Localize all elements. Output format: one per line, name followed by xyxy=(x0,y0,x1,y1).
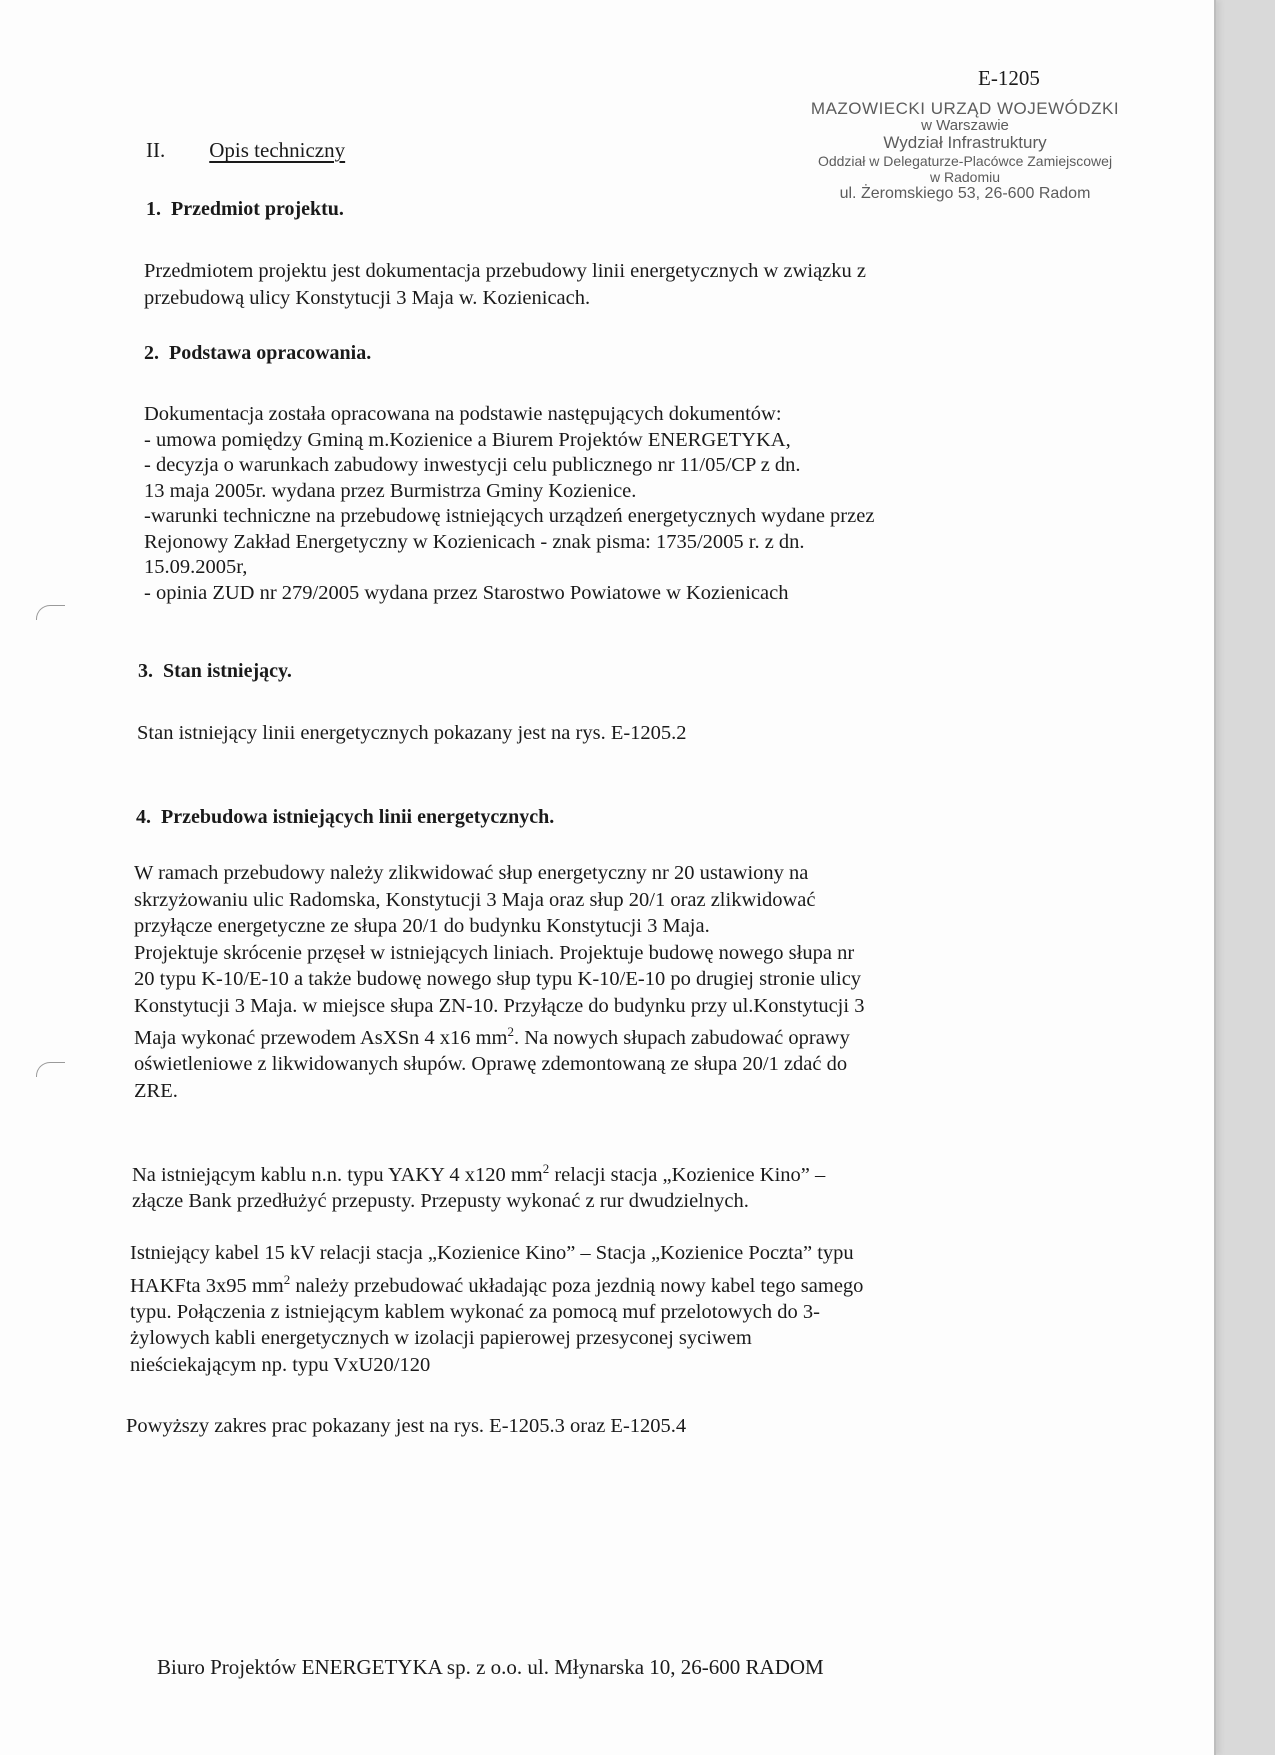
heading-text: Przedmiot projektu. xyxy=(171,198,344,220)
text-line: przyłącze energetyczne ze słupa 20/1 do budynku Konstytucji 3 Maja. xyxy=(134,915,710,937)
text-line: skrzyżowaniu ulic Radomska, Konstytucji 3 Maja oraz słup 20/1 oraz zlikwidować xyxy=(134,888,816,911)
scan-punch-mark xyxy=(36,1062,65,1077)
text-line: żylowych kabli energetycznych w izolacji papierowej przesyconej syciwem xyxy=(130,1327,752,1350)
heading-number: 1. xyxy=(146,198,161,220)
text-line: - decyzja o warunkach zabudowy inwestycji celu publicznego nr 11/05/CP z dn. xyxy=(144,454,801,476)
heading-number: 4. xyxy=(136,806,151,828)
text-line: Dokumentacja została opracowana na podstawie następujących dokumentów: xyxy=(144,403,782,425)
section-title xyxy=(146,138,345,163)
heading-2 xyxy=(144,342,371,365)
stamp-line: Wydział Infrastruktury xyxy=(883,133,1047,152)
text-line: ZRE. xyxy=(134,1079,178,1102)
paragraph-4b xyxy=(132,1156,825,1215)
heading-text: Przebudowa istniejących linii energetycznych. xyxy=(161,806,555,828)
text-line: -warunki techniczne na przebudowę istniejących urządzeń energetycznych wydane przez xyxy=(144,505,875,527)
heading-3 xyxy=(138,660,292,683)
text-line: złącze Bank przedłużyć przepusty. Przepusty wykonać z rur dwudzielnych. xyxy=(132,1190,749,1213)
stamp-line: w Warszawie xyxy=(921,117,1009,134)
text-fragment: HAKFta 3x95 mm xyxy=(130,1274,284,1297)
text-line: Projektuje skrócenie przęseł w istniejących liniach. Projektuje budowę nowego słupa nr xyxy=(134,941,855,964)
stamp-line: Oddział w Delegaturze-Placówce Zamiejscowej xyxy=(817,153,1113,169)
superscript: 2 xyxy=(507,1024,514,1039)
heading-text: Podstawa opracowania. xyxy=(169,342,372,364)
stamp-line: ul. Żeromskiego 53, 26-600 Radom xyxy=(839,185,1091,202)
text-line: 13 maja 2005r. wydana przez Burmistrza Gminy Kozienice. xyxy=(144,479,637,502)
text-line: 15.09.2005r, xyxy=(144,556,248,578)
text-fragment: należy przebudować układając poza jezdnią nowy kabel tego samego xyxy=(290,1274,864,1297)
text-fragment: Na istniejącym kablu n.n. typu YAKY 4 x120 mm xyxy=(132,1163,543,1186)
heading-number: 2. xyxy=(144,342,159,364)
text-fragment: Maja wykonać przewodem AsXSn 4 x16 mm xyxy=(134,1026,508,1049)
paragraph-3 xyxy=(137,720,687,747)
text-line: Istniejący kabel 15 kV relacji stacja „Kozienice Kino” – Stacja „Kozienice Poczta” typu xyxy=(130,1242,854,1264)
section-title-text: Opis techniczny xyxy=(209,138,346,162)
heading-number: 3. xyxy=(138,660,153,682)
superscript: 2 xyxy=(283,1271,291,1287)
text-line: Rejonowy Zakład Energetyczny w Kozienicach - znak pisma: 1735/2005 r. z dn. xyxy=(144,530,805,553)
text-line-with-superscript xyxy=(134,1019,864,1051)
text-line: nieściekającym np. typu VxU20/120 xyxy=(130,1353,431,1376)
text-line: typu. Połączenia z istniejącym kablem wykonać za pomocą muf przelotowych do 3- xyxy=(130,1300,820,1323)
text-line: 20 typu K-10/E-10 a także budowę nowego słup typu K-10/E-10 po drugiej stronie ulicy xyxy=(134,968,862,990)
stamp-line: MAZOWIECKI URZĄD WOJEWÓDZKI xyxy=(810,99,1120,118)
text-line: oświetleniowe z likwidowanych słupów. Oprawę zdemontowaną ze słupa 20/1 zdać do xyxy=(134,1053,848,1076)
stamp-line: w Radomiu xyxy=(929,169,1001,185)
scan-punch-mark xyxy=(36,605,65,620)
text-line: Stan istniejący linii energetycznych pokazany jest na rys. E-1205.2 xyxy=(137,722,687,744)
text-fragment: relacji stacja „Kozienice Kino” – xyxy=(549,1163,826,1186)
text-line-with-superscript xyxy=(130,1267,863,1299)
text-fragment: . Na nowych słupach zabudować oprawy xyxy=(514,1026,850,1049)
paragraph-4a xyxy=(134,860,864,1104)
heading-1 xyxy=(146,198,344,221)
text-line: Przedmiotem projektu jest dokumentacja przebudowy linii energetycznych w związku z xyxy=(144,260,867,282)
paragraph-4d xyxy=(126,1413,686,1440)
text-line-with-superscript xyxy=(132,1156,825,1188)
heading-text: Stan istniejący. xyxy=(163,660,292,682)
section-number: II. xyxy=(146,138,166,162)
paragraph-2 xyxy=(144,402,874,606)
text-line: - opinia ZUD nr 279/2005 wydana przez Starostwo Powiatowe w Kozienicach xyxy=(144,581,789,604)
office-stamp xyxy=(780,100,1150,202)
paragraph-4c xyxy=(130,1240,863,1378)
document-number: E-1205 xyxy=(978,66,1040,90)
text-line: W ramach przebudowy należy zlikwidować słup energetyczny nr 20 ustawiony na xyxy=(134,862,809,884)
superscript: 2 xyxy=(542,1161,550,1176)
page-footer: Biuro Projektów ENERGETYKA sp. z o.o. ul. Młynarska 10, 26-600 RADOM xyxy=(157,1655,824,1679)
paragraph-1 xyxy=(144,258,866,311)
text-line: przebudową ulicy Konstytucji 3 Maja w. Kozienicach. xyxy=(144,286,591,309)
text-line: Powyższy zakres prac pokazany jest na rys. E-1205.3 oraz E-1205.4 xyxy=(126,1415,687,1437)
text-line: - umowa pomiędzy Gminą m.Kozienice a Biurem Projektów ENERGETYKA, xyxy=(144,428,791,451)
heading-4 xyxy=(136,806,554,829)
text-line: Konstytucji 3 Maja. w miejsce słupa ZN-10. Przyłącze do budynku przy ul.Konstytucji 3 xyxy=(134,994,865,1017)
